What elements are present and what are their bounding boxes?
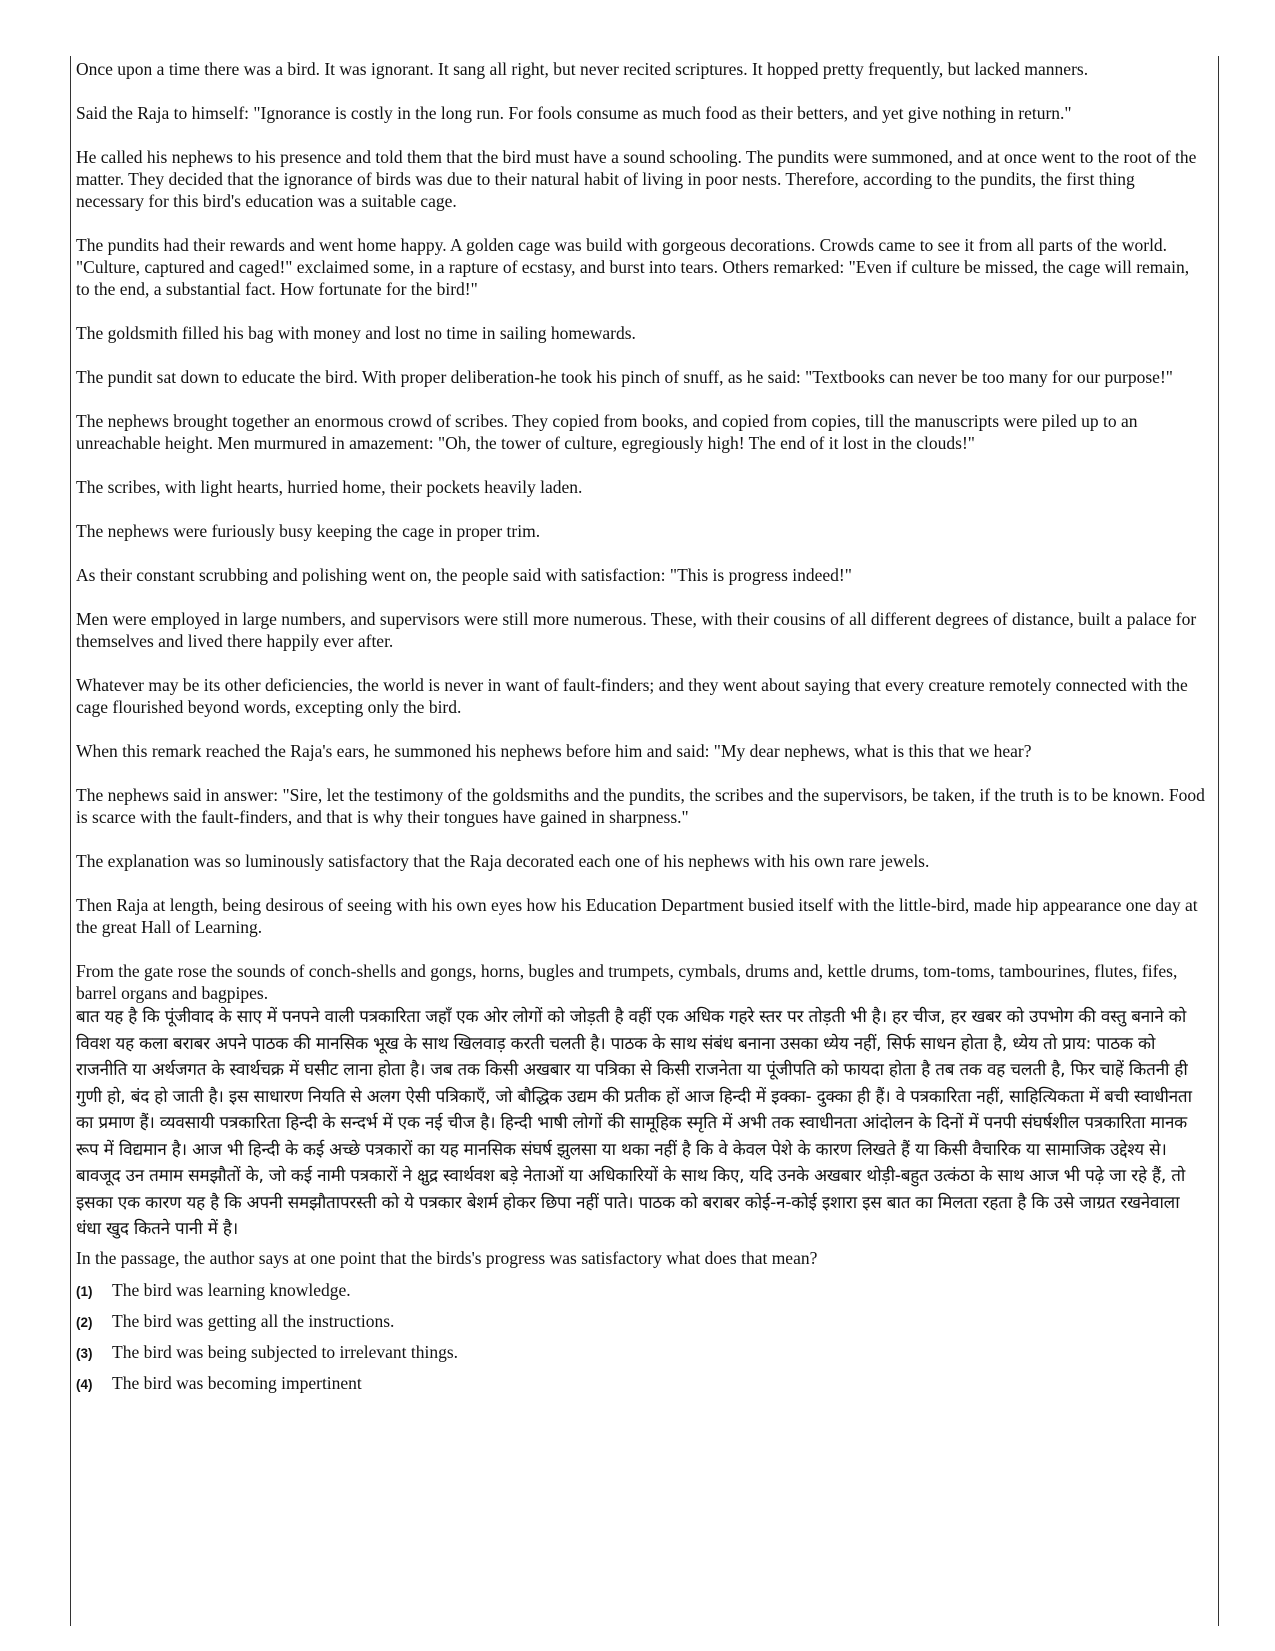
passage-paragraph: Then Raja at length, being desirous of seeing with his own eyes how his Education Department busied itself with the little-bird, made hip appearance one day at the great Hall of Learning.	[76, 895, 1198, 937]
passage-paragraph: The explanation was so luminously satisfactory that the Raja decorated each one of his nephews with his own rare jewels.	[76, 851, 930, 871]
passage-content	[76, 58, 1206, 1403]
option-number: (2)	[76, 1314, 93, 1330]
passage-paragraph: When this remark reached the Raja's ears, he summoned his nephews before him and said: "My dear nephews, what is this that we hear?	[76, 741, 1032, 761]
passage-paragraph: The pundit sat down to educate the bird. With proper deliberation-he took his pinch of snuff, as he said: "Textbooks can never be too many for our purpose!"	[76, 367, 1173, 387]
option-text: The bird was becoming impertinent	[112, 1372, 362, 1393]
passage-paragraph: Men were employed in large numbers, and supervisors were still more numerous. These, with their cousins of all different degrees of distance, built a palace for themselves and lived there happily ever after.	[76, 609, 1197, 651]
passage-paragraph: Whatever may be its other deficiencies, the world is never in want of fault-finders; and they went about saying that every creature remotely connected with the cage flourished beyond words, excepting only the bird.	[76, 675, 1188, 717]
passage-paragraph: The nephews were furiously busy keeping the cage in proper trim.	[76, 521, 541, 541]
left-border-rule	[70, 56, 71, 1626]
hindi-paragraph: बात यह है कि पूंजीवाद के साए में पनपने वाली पत्रकारिता जहाँ एक ओर लोगों को जोड़ती है वहीं एक अधिक गहरे स्तर पर तोड़ती भी है। हर चीज, हर खबर को उपभोग की वस्तु बनाने को विवश यह कला बराबर अपने पाठक की मानसिक भूख के साथ खिलवाड़ करती चलती है। पाठक के साथ संबंध बनाना उसका ध्येय नहीं, सिर्फ साधन होता है, ध्येय तो प्राय: पाठक को राजनीति या अर्थजगत के स्वार्थचक्र में घसीट लाना होता है। जब तक किसी अखबार या पत्रिका से किसी राजनेता या पूंजीपति को फायदा होता है तब तक वह चलती है, फिर चाहें कितनी ही गुणी हो, बंद हो जाती है। इस साधारण नियति से अलग ऐसी पत्रिकाएँ, जो बौद्धिक उद्यम की प्रतीक हों आज हिन्दी में इक्का- दुक्का ही हैं। वे पत्रकारिता नहीं, साहित्यिकता में बची स्वाधीनता का प्रमाण हैं। व्यवसायी पत्रकारिता हिन्दी के सन्दर्भ में एक नई चीज है। हिन्दी भाषी लोगों की सामूहिक स्मृति में अभी तक स्वाधीनता आंदोलन के दिनों में पनपी संघर्षशील पत्रकारिता मानक रूप में विद्यमान है। आज भी हिन्दी के कई अच्छे पत्रकारों का यह मानसिक संघर्ष झुलसा या थका नहीं है कि वे केवल पेशे के कारण लिखते हैं या किसी वैचारिक या सामाजिक उद्देश्य से। बावजूद उन तमाम समझौतों के, जो कई नामी पत्रकारों ने क्षुद्र स्वार्थवश बड़े नेताओं या अधिकारियों के साथ किए, यदि उनके अखबार थोड़ी-बहुत उत्कंठा के साथ आज भी पढ़े जा रहे हैं, तो इसका एक कारण यह है कि अपनी समझौतापरस्ती को ये पत्रकार बेशर्म होकर छिपा नहीं पाते। पाठक को बराबर कोई-न-कोई इशारा इस बात का मिलता रहता है कि उसे जाग्रत रखनेवाला धंधा खुद कितने पानी में है।	[76, 1007, 1192, 1239]
option-number: (4)	[76, 1376, 93, 1392]
question-text: In the passage, the author says at one point that the birds's progress was satisfactory what does that mean?	[76, 1247, 818, 1268]
option-text: The bird was getting all the instructions.	[112, 1310, 395, 1331]
answer-option[interactable]	[76, 1372, 1206, 1394]
option-text: The bird was learning knowledge.	[112, 1279, 351, 1300]
answer-option[interactable]	[76, 1341, 1206, 1363]
passage-paragraph: As their constant scrubbing and polishing went on, the people said with satisfaction: "This is progress indeed!"	[76, 565, 852, 585]
option-text: The bird was being subjected to irrelevant things.	[112, 1341, 459, 1362]
passage-paragraph: Once upon a time there was a bird. It was ignorant. It sang all right, but never recited scriptures. It hopped pretty frequently, but lacked manners.	[76, 59, 1089, 79]
passage-paragraph: The nephews brought together an enormous crowd of scribes. They copied from books, and copied from copies, till the manuscripts were piled up to an unreachable height. Men murmured in amazement: "Oh, the tower of culture, egregiously high! The end of it lost in the clouds!"	[76, 411, 1138, 453]
option-number: (3)	[76, 1345, 93, 1361]
answer-option[interactable]	[76, 1279, 1206, 1301]
right-border-rule	[1218, 56, 1219, 1626]
passage-paragraph: The scribes, with light hearts, hurried home, their pockets heavily laden.	[76, 477, 583, 497]
passage-paragraph: The goldsmith filled his bag with money and lost no time in sailing homewards.	[76, 323, 636, 343]
passage-paragraph: The pundits had their rewards and went home happy. A golden cage was build with gorgeous decorations. Crowds came to see it from all parts of the world. "Culture, captured and caged!" exclaimed some, in a rapture of ecstasy, and burst into tears. Others remarked: "Even if culture be missed, the cage will remain, to the end, a substantial fact. How fortunate for the bird!"	[76, 235, 1190, 299]
passage-paragraph: He called his nephews to his presence and told them that the bird must have a sound schooling. The pundits were summoned, and at once went to the root of the matter. They decided that the ignorance of birds was due to their natural habit of living in poor nests. Therefore, according to the pundits, the first thing necessary for this bird's education was a suitable cage.	[76, 147, 1197, 211]
option-number: (1)	[76, 1283, 93, 1299]
passage-paragraph: The nephews said in answer: "Sire, let the testimony of the goldsmiths and the pundits, the scribes and the supervisors, be taken, if the truth is to be known. Food is scarce with the fault-finders, and that is why their tongues have gained in sharpness."	[76, 785, 1205, 827]
passage-paragraph: From the gate rose the sounds of conch-shells and gongs, horns, bugles and trumpets, cymbals, drums and, kettle drums, tom-toms, tambourines, flutes, fifes, barrel organs and bagpipes.	[76, 961, 1178, 1003]
answer-option[interactable]	[76, 1310, 1206, 1332]
passage-paragraph: Said the Raja to himself: "Ignorance is costly in the long run. For fools consume as much food as their betters, and yet give nothing in return."	[76, 103, 1072, 123]
